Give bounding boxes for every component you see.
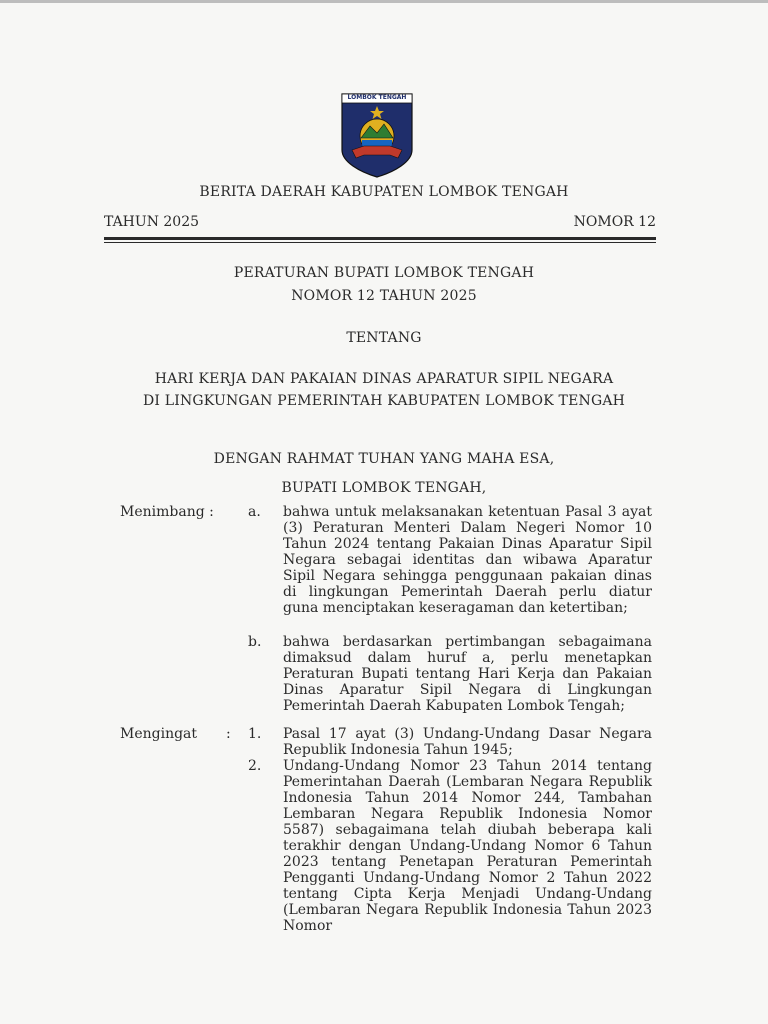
regulation-title: PERATURAN BUPATI LOMBOK TENGAH xyxy=(233,265,535,281)
tentang-label: TENTANG xyxy=(346,330,422,346)
regulation-subject-line-1: HARI KERJA DAN PAKAIAN DINAS APARATUR SIPIL NEGARA xyxy=(154,371,614,387)
menimbang-marker-b: b. xyxy=(248,634,262,650)
nomor-label: NOMOR 12 xyxy=(573,214,656,230)
menimbang-marker-a: a. xyxy=(248,504,261,520)
mengingat-colon: : xyxy=(226,726,231,742)
mengingat-item-2: Undang-Undang Nomor 23 Tahun 2014 tentang Pemerintahan Daerah (Lembaran Negara Republik Indonesia Tahun 2014 Nomor 244, Tambahan Lembaran Negara Republik Indonesia Nomor 5587) sebagaimana telah diubah beberapa kali terakhir dengan Undang-Undang Nomor 6 Tahun 2023 tentang Penetapan Peraturan Pemerintah Pengganti Undang-Undang Nomor 2 Tahun 2022 tentang Cipta Kerja Menjadi Undang-Undang (Lembaran Negara Republik Indonesia Tahun 2023 Nomor xyxy=(283,758,652,934)
invocation: DENGAN RAHMAT TUHAN YANG MAHA ESA, xyxy=(213,451,555,467)
regulation-number: NOMOR 12 TAHUN 2025 xyxy=(291,288,477,304)
berita-daerah-heading: BERITA DAERAH KABUPATEN LOMBOK TENGAH xyxy=(199,184,569,200)
mengingat-marker-1: 1. xyxy=(248,726,262,742)
mengingat-item-1: Pasal 17 ayat (3) Undang-Undang Dasar Negara Republik Indonesia Tahun 1945; xyxy=(283,726,652,758)
regulation-subject-line-2: DI LINGKUNGAN PEMERINTAH KABUPATEN LOMBOK TENGAH xyxy=(142,393,626,409)
lombok-tengah-emblem xyxy=(340,92,414,178)
emblem-banner-text: LOMBOK TENGAH xyxy=(347,94,407,101)
header-rule-thin xyxy=(104,242,656,243)
menimbang-item-a: bahwa untuk melaksanakan ketentuan Pasal 3 ayat (3) Peraturan Menteri Dalam Negeri Nomor 10 Tahun 2024 tentang Pakaian Dinas Aparatur Sipil Negara sebagai identitas dan wibawa Aparatur Sipil Negara sehingga penggunaan pakaian dinas di lingkungan Pemerintah Daerah perlu diatur guna menciptakan keseragaman dan ketertiban; xyxy=(283,504,652,616)
mengingat-marker-2: 2. xyxy=(248,758,262,774)
header-rule-thick xyxy=(104,237,656,240)
menimbang-item-b: bahwa berdasarkan pertimbangan sebagaimana dimaksud dalam huruf a, perlu menetapkan Peraturan Bupati tentang Hari Kerja dan Pakaian Dinas Aparatur Sipil Negara di Lingkungan Pemerintah Daerah Kabupaten Lombok Tengah; xyxy=(283,634,652,714)
tahun-label: TAHUN 2025 xyxy=(104,214,200,230)
issuer-line: BUPATI LOMBOK TENGAH, xyxy=(281,480,487,496)
mengingat-label: Mengingat xyxy=(120,726,198,742)
menimbang-label: Menimbang : xyxy=(120,504,214,520)
